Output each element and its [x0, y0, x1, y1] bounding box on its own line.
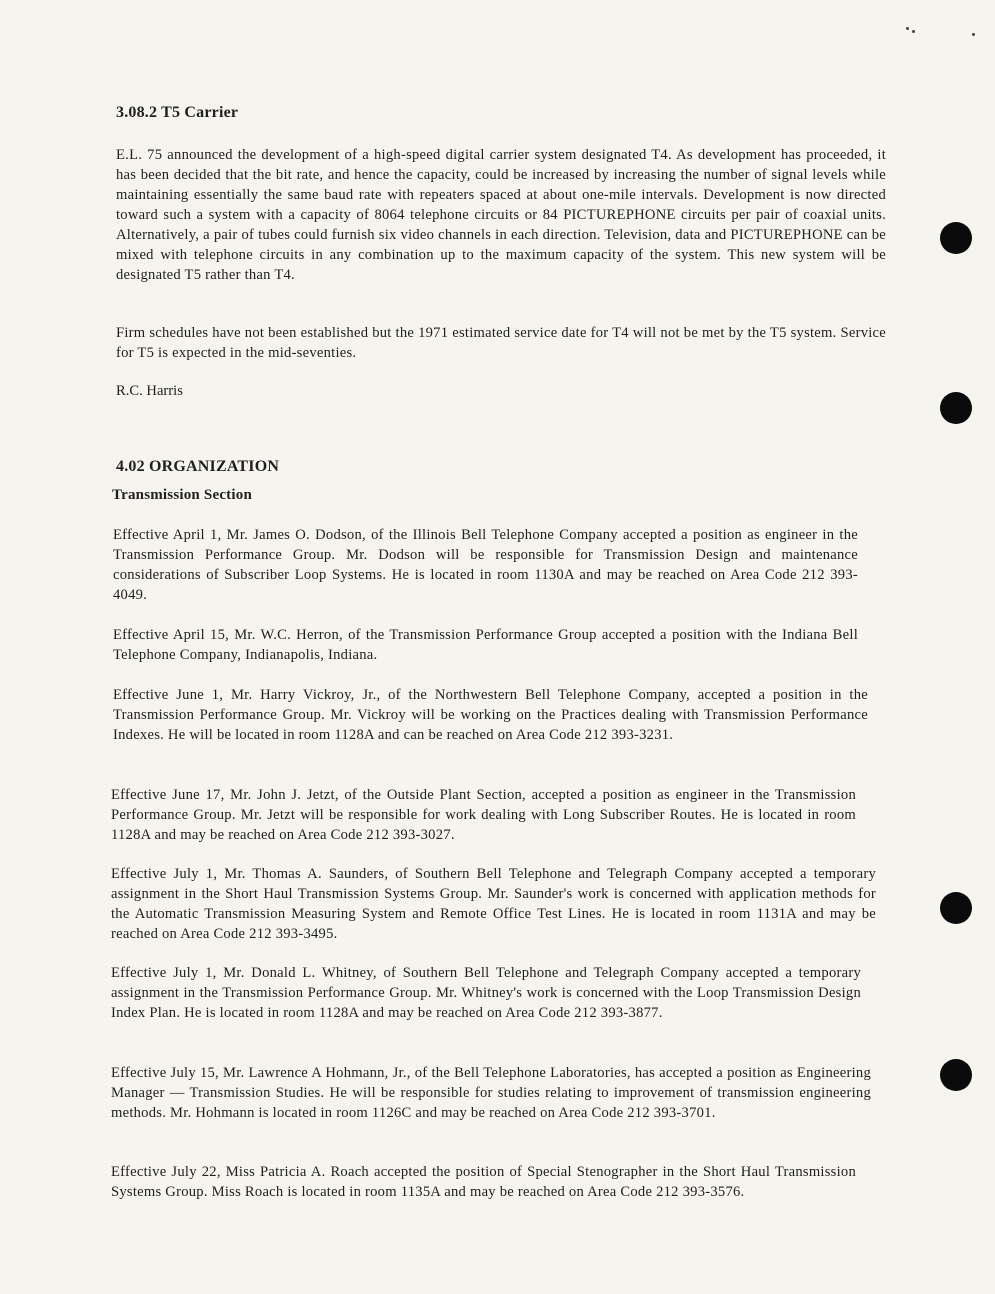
- paragraph-jetzt: Effective June 17, Mr. John J. Jetzt, of the Outside Plant Section, accepted a position as engineer in the Transmission Performance Group. Mr. Jetzt will be responsible for work dealing with Long Subscriber Routes. He is located in room 1128A and may be reached on Area Code 212 393-3027.: [111, 787, 856, 843]
- paragraph-vickroy: Effective June 1, Mr. Harry Vickroy, Jr., of the Northwestern Bell Telephone Company, accepted a position in the Transmission Performance Group. Mr. Vickroy will be working on the Practices dealing with Transmission Performance Indexes. He will be located in room 1128A and can be reached on Area Code 212 393-3231.: [113, 687, 868, 743]
- paragraph-hohmann: Effective July 15, Mr. Lawrence A Hohmann, Jr., of the Bell Telephone Laboratories, has accepted a position as Engineering Manager — Transmission Studies. He will be responsible for studies relating to improvement of transmission engineering methods. Mr. Hohmann is located in room 1126C and may be reached on Area Code 212 393-3701.: [111, 1065, 871, 1121]
- section-heading-organization: 4.02 ORGANIZATION: [116, 458, 280, 475]
- punch-hole-3: [940, 892, 972, 924]
- paragraph-t5-development: E.L. 75 announced the development of a high-speed digital carrier system designated T4. As development has proceeded, it has been decided that the bit rate, and hence the capacity, could be increased by increasing the number of signal levels while maintaining essentially the same baud rate with repeaters spaced at about one-mile intervals. Development is now directed toward such a system with a capacity of 8064 telephone circuits or 84 PICTUREPHONE circuits per pair of coaxial units. Alternatively, a pair of tubes could furnish six video channels in each direction. Television, data and PICTUREPHONE can be mixed with telephone circuits in any combination up to the maximum capacity of the system. This new system will be designated T5 rather than T4.: [116, 147, 886, 283]
- punch-hole-4: [940, 1059, 972, 1091]
- signature-author: R.C. Harris: [116, 383, 183, 399]
- scan-speck: [906, 27, 909, 30]
- punch-hole-2: [940, 392, 972, 424]
- paragraph-roach: Effective July 22, Miss Patricia A. Roach accepted the position of Special Stenographer in the Short Haul Transmission Systems Group. Miss Roach is located in room 1135A and may be reached on Area Code 212 393-3576.: [111, 1164, 856, 1200]
- scan-speck: [912, 30, 915, 33]
- paragraph-herron: Effective April 15, Mr. W.C. Herron, of the Transmission Performance Group accepted a position with the Indiana Bell Telephone Company, Indianapolis, Indiana.: [113, 627, 858, 663]
- paragraph-dodson: Effective April 1, Mr. James O. Dodson, of the Illinois Bell Telephone Company accepted a position as engineer in the Transmission Performance Group. Mr. Dodson will be responsible for Transmission Design and maintenance considerations of Subscriber Loop Systems. He is located in room 1130A and may be reached on Area Code 212 393-4049.: [113, 527, 858, 603]
- scan-speck: [972, 33, 975, 36]
- section-heading-t5-carrier: 3.08.2 T5 Carrier: [116, 104, 239, 121]
- punch-hole-1: [940, 222, 972, 254]
- paragraph-saunders: Effective July 1, Mr. Thomas A. Saunders, of Southern Bell Telephone and Telegraph Company accepted a temporary assignment in the Short Haul Transmission Systems Group. Mr. Saunder's work is concerned with application methods for the Automatic Transmission Measuring System and Remote Office Test Lines. He is located in room 1131A and may be reached on Area Code 212 393-3495.: [111, 866, 876, 942]
- paragraph-whitney: Effective July 1, Mr. Donald L. Whitney, of Southern Bell Telephone and Telegraph Company accepted a temporary assignment in the Transmission Performance Group. Mr. Whitney's work is concerned with the Loop Transmission Design Index Plan. He is located in room 1128A and may be reached on Area Code 212 393-3877.: [111, 965, 861, 1021]
- subheading-transmission-section: Transmission Section: [112, 487, 252, 503]
- paragraph-t5-schedule: Firm schedules have not been established but the 1971 estimated service date for T4 will not be met by the T5 system. Service for T5 is expected in the mid-seventies.: [116, 325, 886, 361]
